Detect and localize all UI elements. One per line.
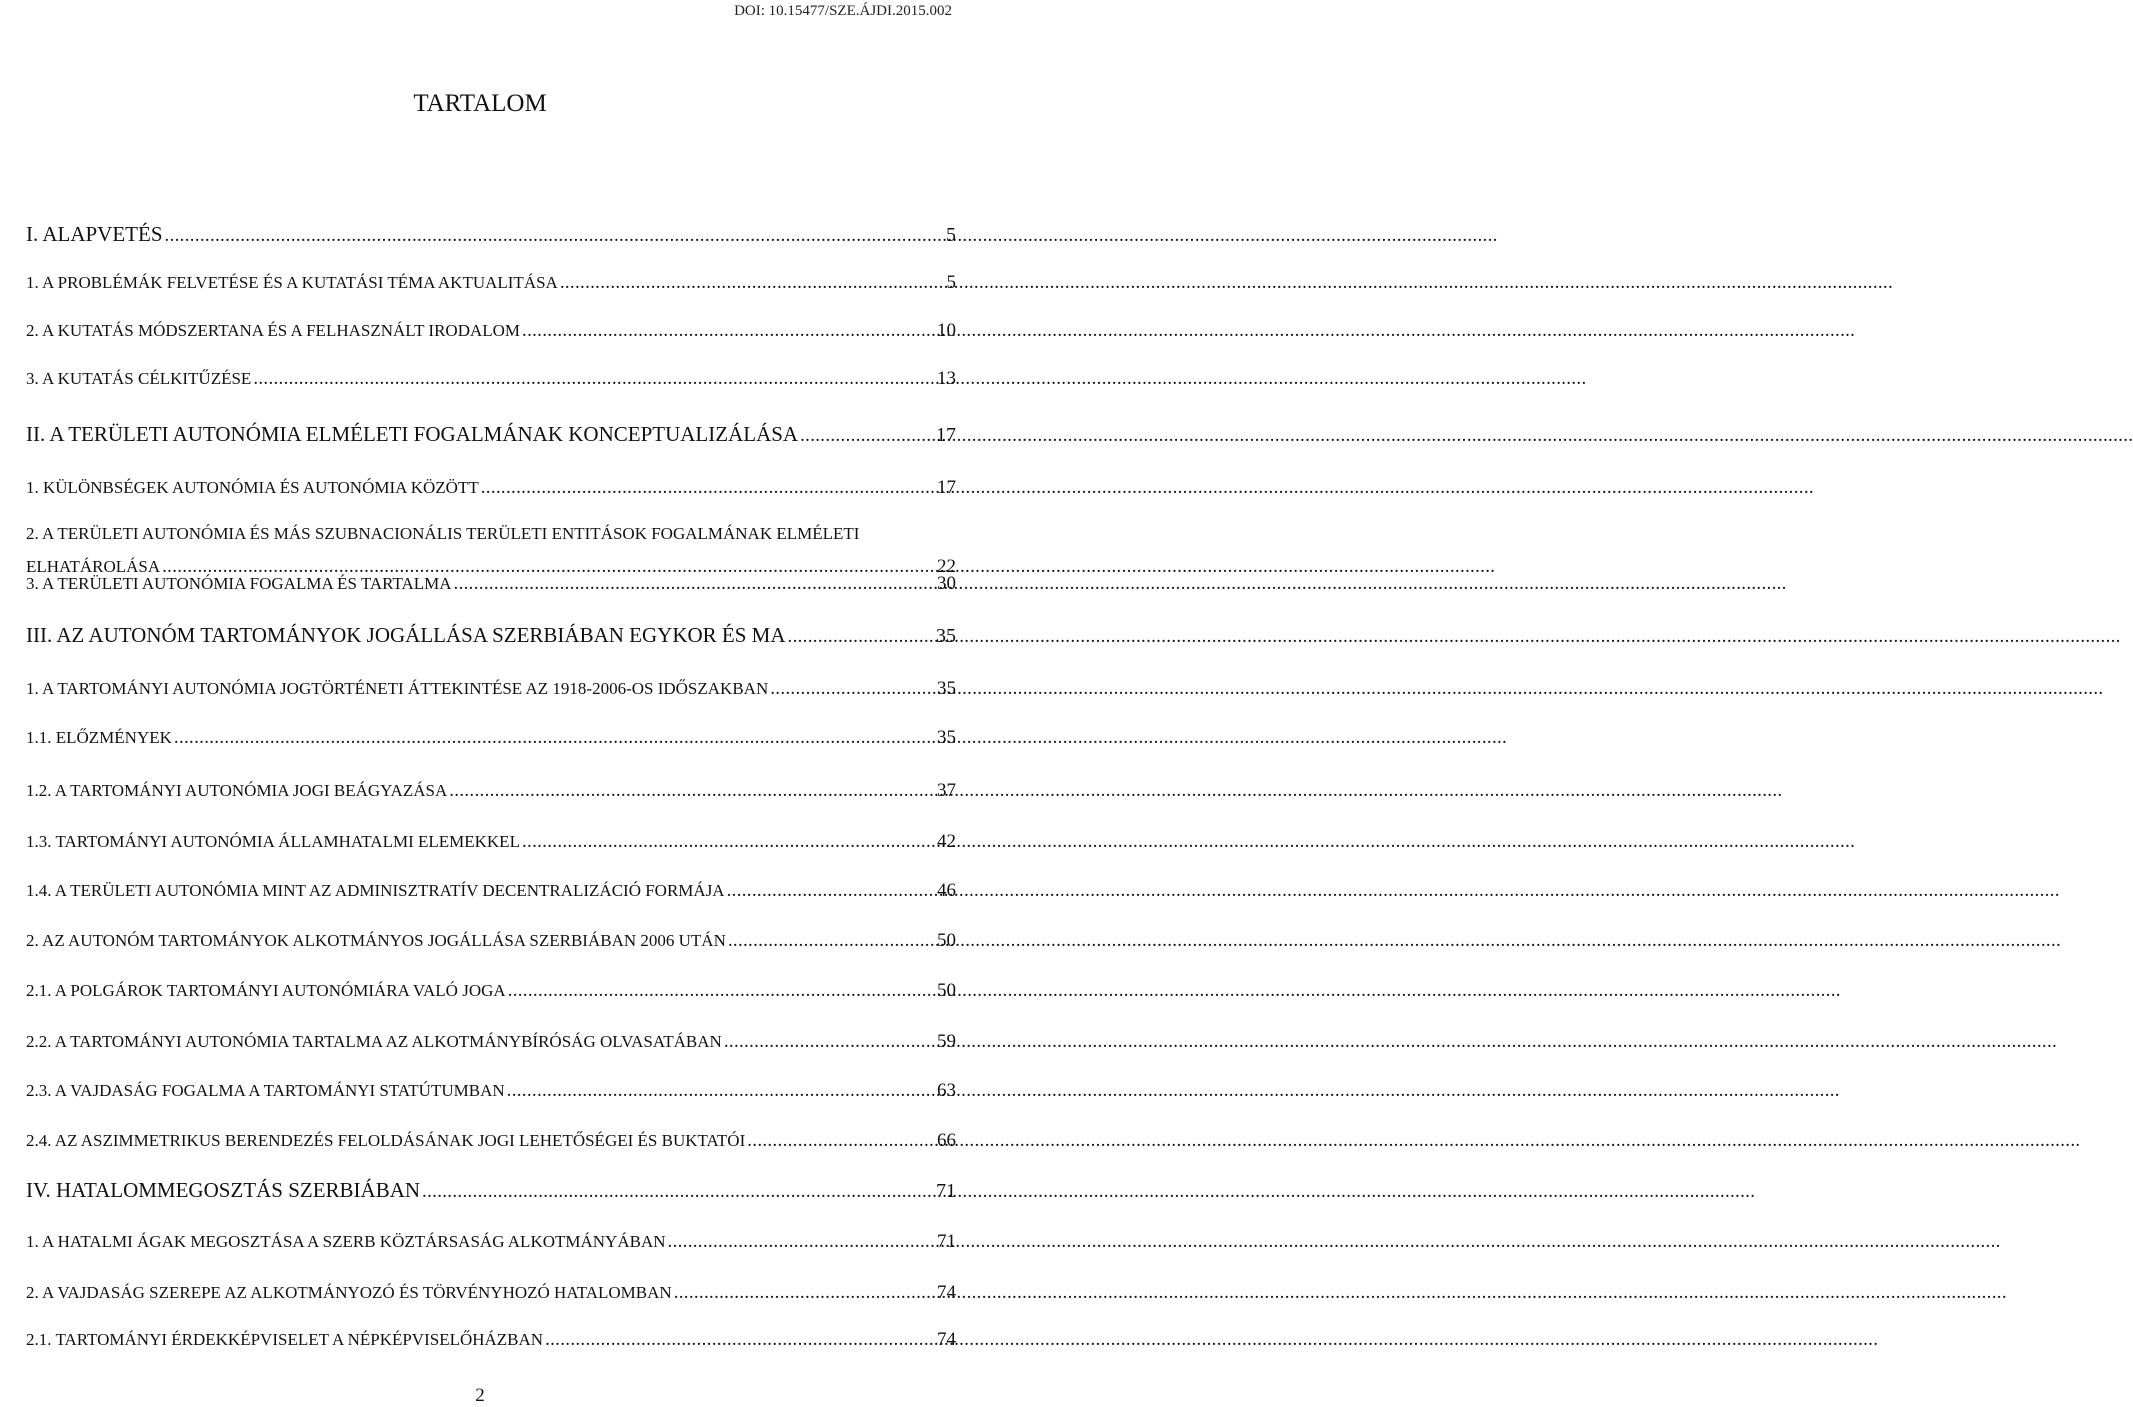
doi-header: DOI: 10.15477/SZE.ÁJDI.2015.002 — [734, 3, 952, 19]
toc-entry-label: IV. HATALOMMEGOSZTÁS SZERBIÁBAN — [26, 1178, 421, 1202]
toc-entry-label: 2. AZ AUTONÓM TARTOMÁNYOK ALKOTMÁNYOS JOGÁLLÁSA SZERBIÁBAN 2006 UTÁN — [26, 931, 726, 950]
toc-entry-page: 35 — [937, 727, 956, 748]
toc-entry-page: 71 — [937, 1231, 956, 1252]
toc-entry-page: 46 — [937, 880, 956, 901]
toc-entry[interactable] — [26, 878, 956, 903]
toc-entry-label: 1. A HATALMI ÁGAK MEGOSZTÁSA A SZERB KÖZTÁRSASÁG ALKOTMÁNYÁBAN — [26, 1232, 666, 1251]
toc-entry-label: III. AZ AUTONÓM TARTOMÁNYOK JOGÁLLÁSA SZERBIÁBAN EGYKOR ÉS MA — [26, 623, 786, 647]
dot-leader — [545, 1327, 935, 1352]
toc-entry[interactable] — [26, 623, 956, 649]
toc-entry-label: 1. KÜLÖNBSÉGEK AUTONÓMIA ÉS AUTONÓMIA KÖZÖTT — [26, 478, 479, 497]
page-number: 2 — [475, 1385, 485, 1406]
dot-leader — [727, 878, 935, 903]
toc-entry-label: 3. A TERÜLETI AUTONÓMIA FOGALMA ÉS TARTALMA — [26, 574, 452, 593]
toc-entry-label: 2.3. A VAJDASÁG FOGALMA A TARTOMÁNYI STATÚTUMBAN — [26, 1081, 505, 1100]
dot-leader — [560, 270, 945, 295]
dot-leader — [454, 571, 935, 596]
toc-entry[interactable] — [26, 1128, 956, 1153]
toc-entry-label: 2.1. TARTOMÁNYI ÉRDEKKÉPVISELET A NÉPKÉPVISELŐHÁZBAN — [26, 1330, 544, 1349]
toc-entry-page: 63 — [937, 1080, 956, 1101]
toc-entry[interactable] — [26, 676, 956, 701]
dot-leader — [668, 1229, 936, 1254]
toc-entry-label: I. ALAPVETÉS — [26, 222, 163, 246]
dot-leader — [507, 1078, 935, 1103]
toc-entry[interactable] — [26, 222, 956, 248]
toc-entry-page: 37 — [937, 780, 956, 801]
toc-entry[interactable] — [26, 725, 956, 750]
dot-leader — [788, 624, 934, 649]
toc-entry-label: 2.2. A TARTOMÁNYI AUTONÓMIA TARTALMA AZ ALKOTMÁNYBÍRÓSÁG OLVASATÁBAN — [26, 1032, 722, 1051]
toc-entry[interactable] — [26, 829, 956, 854]
toc-entry[interactable] — [26, 1280, 956, 1305]
toc-entry[interactable] — [26, 1229, 956, 1254]
toc-entry-page: 30 — [937, 573, 956, 594]
toc-entry-page: 66 — [937, 1130, 956, 1151]
toc-entry-label: 2.4. AZ ASZIMMETRIKUS BERENDEZÉS FELOLDÁSÁNAK JOGI LEHETŐSÉGEI ÉS BUKTATÓI — [26, 1131, 746, 1150]
toc-entry[interactable] — [26, 778, 956, 803]
toc-entry-page: 17 — [937, 477, 956, 498]
toc-entry[interactable] — [26, 422, 956, 448]
toc-entry-label: 1. A TARTOMÁNYI AUTONÓMIA JOGTÖRTÉNETI ÁTTEKINTÉSE AZ 1918-2006-OS IDŐSZAKBAN — [26, 679, 769, 698]
toc-entry[interactable] — [26, 928, 956, 953]
dot-leader — [481, 475, 935, 500]
toc-entry-label: 2. A KUTATÁS MÓDSZERTANA ÉS A FELHASZNÁLT IRODALOM — [26, 321, 521, 340]
toc-entry-label: 1.1. ELŐZMÉNYEK — [26, 728, 172, 747]
toc-entry-page: 50 — [937, 980, 956, 1001]
toc-entry[interactable] — [26, 1178, 956, 1204]
toc-entry-label: 2.1. A POLGÁROK TARTOMÁNYI AUTONÓMIÁRA VALÓ JOGA — [26, 981, 506, 1000]
toc-entry-page: 71 — [936, 1180, 956, 1202]
toc-entry-label-continued: ELHATÁROLÁSA — [26, 557, 161, 576]
toc-entry[interactable] — [26, 978, 956, 1003]
toc-entry[interactable] — [26, 318, 956, 343]
dot-leader — [165, 223, 945, 248]
toc-entry-label: 1.3. TARTOMÁNYI AUTONÓMIA ÁLLAMHATALMI ELEMEKKEL — [26, 832, 520, 851]
toc-entry[interactable] — [26, 366, 956, 391]
dot-leader — [674, 1280, 935, 1305]
toc-entry-page: 42 — [937, 831, 956, 852]
dot-leader — [422, 1179, 934, 1204]
toc-entry[interactable] — [26, 1078, 956, 1103]
dot-leader — [522, 829, 935, 854]
toc-entry-page: 74 — [937, 1282, 956, 1303]
toc-entry-label: II. A TERÜLETI AUTONÓMIA ELMÉLETI FOGALMÁNAK KONCEPTUALIZÁLÁSA — [26, 422, 799, 446]
toc-entry-label: 2. A VAJDASÁG SZEREPE AZ ALKOTMÁNYOZÓ ÉS TÖRVÉNYHOZÓ HATALOMBAN — [26, 1283, 672, 1302]
toc-entry-page: 59 — [937, 1031, 956, 1052]
dot-leader — [747, 1128, 935, 1153]
dot-leader — [508, 978, 935, 1003]
toc-entry[interactable] — [26, 270, 956, 295]
toc-entry-page: 13 — [937, 368, 956, 389]
toc-entry-label: 1.2. A TARTOMÁNYI AUTONÓMIA JOGI BEÁGYAZÁSA — [26, 781, 448, 800]
toc-entry[interactable] — [26, 1327, 956, 1352]
dot-leader — [522, 318, 935, 343]
toc-entry[interactable] — [26, 1029, 956, 1054]
toc-entry-label: 3. A KUTATÁS CÉLKITŰZÉSE — [26, 369, 252, 388]
toc-entry-label: 1. A PROBLÉMÁK FELVETÉSE ÉS A KUTATÁSI TÉMA AKTUALITÁSA — [26, 273, 558, 292]
toc-entry[interactable] — [26, 571, 956, 596]
toc-entry-label: 2. A TERÜLETI AUTONÓMIA ÉS MÁS SZUBNACIONÁLIS TERÜLETI ENTITÁSOK FOGALMÁNAK ELMÉLETI — [26, 524, 860, 543]
toc-entry-page: 74 — [937, 1329, 956, 1350]
toc-entry-page: 35 — [937, 678, 956, 699]
toc-entry-page: 22 — [937, 556, 956, 577]
toc-entry-page: 5 — [946, 272, 956, 293]
toc-entry-label: 1.4. A TERÜLETI AUTONÓMIA MINT AZ ADMINISZTRATÍV DECENTRALIZÁCIÓ FORMÁJA — [26, 881, 725, 900]
dot-leader — [728, 928, 935, 953]
toc-entry-page: 10 — [937, 320, 956, 341]
dot-leader — [800, 423, 934, 448]
toc-entry-page: 17 — [936, 424, 956, 446]
toc-entry-page: 50 — [937, 930, 956, 951]
dot-leader — [253, 366, 935, 391]
toc-entry-page: 35 — [936, 625, 956, 647]
toc-entry[interactable] — [26, 475, 956, 500]
toc-entry-page: 5 — [946, 224, 956, 246]
dot-leader — [724, 1029, 935, 1054]
dot-leader — [770, 676, 935, 701]
dot-leader — [449, 778, 935, 803]
dot-leader — [174, 725, 935, 750]
page-title: TARTALOM — [413, 90, 547, 117]
